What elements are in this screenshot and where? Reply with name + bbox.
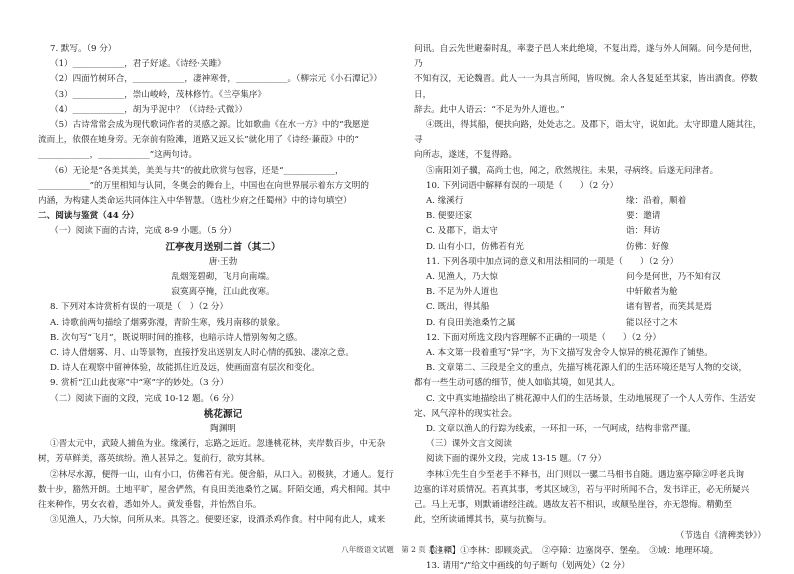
option-row	[414, 209, 766, 224]
text-line: 己。马上无事，则默诵诸经注疏。遇故友若不相识，或颠坠崖谷，亦无怨悔。精勤至	[414, 500, 732, 511]
option-row	[414, 194, 766, 209]
text-line: ③见渔人，乃大惊，问所从来。具答之。便要还家，设酒杀鸡作食。村中闻有此人，咸来	[50, 515, 386, 526]
text-line: B. 文章第二、三段是全文的重点，先描写桃花源人们的生活环境还是写人物的交谈，	[426, 363, 748, 374]
text-line: 7. 默写。（9 分）	[50, 44, 117, 54]
text-line: 阅读下面的课外文段，完成 13-15 题。（7 分）	[426, 454, 607, 465]
left-column	[38, 42, 408, 529]
option-word: D. 有良田美池桑竹之属	[426, 317, 516, 328]
text-line: ⑤南阳刘子骥，高尚士也，闻之，欣然规往。未果，寻病终。后遂无问津者。	[426, 165, 719, 176]
option-meaning: 能以径寸之木	[626, 317, 678, 328]
option-row	[414, 270, 766, 285]
option-row	[414, 240, 766, 255]
text-line: 流而上，依偎在她身旁。无奈前有险滩，道路又远又长”就化用了《诗经·蒹葭》中的“	[38, 135, 359, 146]
text-line: 都有一些生动可感的细节，使人如临其境，如见其人。	[414, 378, 621, 389]
text-line: 寂寞离亭掩，江山此夜寒。	[171, 287, 275, 298]
text-line: （2）四面竹树环合，____________，凄神寒骨，____________。（柳宗元《小石潭记》）	[50, 74, 383, 85]
text-line: ____________，____________”这两句诗。	[38, 150, 198, 161]
text-line: （4）____________，胡为乎泥中？（《诗经·式微》）	[50, 104, 248, 115]
right-column	[414, 42, 766, 574]
option-row	[414, 300, 766, 315]
text-line: D. 诗人在观察中留神体验，故能抓住近及远，使画面富有层次和变化。	[50, 363, 320, 374]
option-row	[414, 285, 766, 300]
text-line: 8. 下列对本诗赏析有误的一项是（ ）（2 分）	[50, 302, 229, 313]
text-line: 辞去。此中人语云：“不足为外人道也。”	[414, 104, 565, 115]
option-word: A. 缘溪行	[426, 196, 464, 207]
option-meaning: 中轩敞者为舱	[626, 287, 678, 298]
text-line: 树，芳草鲜美，落英缤纷。渔人甚异之。复前行，欲穷其林。	[38, 454, 271, 465]
option-row	[414, 224, 766, 239]
page-footer: 八年级语文试题 第 2 页 共 4 页	[341, 545, 453, 554]
text-line: （3）____________，崇山峻岭，茂林修竹。《兰亭集序》	[50, 89, 267, 100]
text-line: 边塞的详对质情况。若真其事，考其区域③，若与平时所闻不合，发书详正，必无所疑兴	[414, 484, 750, 495]
text-line: 往来种作，男女衣着，悉如外人。黄发垂髫，并怡然自乐。	[38, 500, 262, 511]
text-line: 此，空所读诵博其书，莫与抗衡与。	[414, 515, 552, 526]
text-line: 桃花源记	[203, 408, 243, 420]
option-meaning: 诣：拜访	[626, 226, 661, 237]
text-line: （1）____________，君子好逑。《诗经·关雎》	[50, 59, 226, 70]
text-line: 【注释】①李林：即顾炎武。 ②亭障：边塞岗亭、堡垒。 ③域：地理环境。	[426, 545, 719, 556]
text-line: 李林①先生自少至老手不释书，出门则以一骡二马相书自随。遇边塞亭障②呼老兵询	[426, 469, 744, 480]
option-meaning: 问今是何世，乃不知有汉	[626, 272, 721, 283]
text-line: 12. 下面对所选文段内容理解不正确的一项是（ ）（2 分）	[426, 332, 662, 343]
text-line: （节选自《清稗类钞》）	[675, 530, 766, 541]
text-line: ②林尽水源，便得一山，山有小口，仿佛若有光。便舍船，从口入。初极狭，才通人。复行	[50, 469, 394, 480]
option-meaning: 仿佛：好像	[626, 241, 669, 252]
option-word: B. 不足为外人道也	[426, 287, 498, 298]
text-line: 9. 赏析“江山此夜寒”中“寒”字的妙处。（3 分）	[50, 378, 229, 389]
text-line: ④既出，得其船，便扶向路，处处志之。及郡下，诣太守，说如此。太守即遣人随其往，寻	[414, 120, 762, 146]
text-line: 11. 下列各项中加点词的意义和用法相同的一项是（ ）（2 分）	[426, 256, 679, 267]
text-line: 向所志，遂迷，不复得路。	[414, 150, 518, 161]
option-word: A. 见渔人，乃大惊	[426, 272, 498, 283]
text-line: （三）课外文言文阅读	[426, 439, 512, 450]
text-line: 乱烟笼碧砌，飞月向南端。	[171, 272, 275, 283]
option-meaning: 诸有智者，而笑其是焉	[626, 302, 712, 313]
option-word: B. 便要还家	[426, 211, 473, 222]
option-meaning: 缘：沿着，顺着	[626, 196, 687, 207]
text-line: 二、阅读与鉴赏（44 分）	[38, 211, 139, 222]
text-line: 数十步，豁然开朗。土地平旷，屋舍俨然，有良田美池桑竹之属。阡陌交通，鸡犬相闻。其中	[38, 484, 391, 495]
text-line: D. 文章以渔人的行踪为线索，一环扣一环，一气呵成，结构非常严谨。	[426, 424, 696, 435]
text-line: 问讯。自云先世避秦时乱，率妻子邑人来此绝境，不复出焉，遂与外人间隔。问今是何世，乃	[414, 44, 758, 70]
text-line: （5）古诗常常会成为现代歌词作者的灵感之源。比如歌曲《在水一方》中的“我愿逆	[50, 120, 370, 131]
text-line: 13. 请用“/”给文中画线的句子断句（划两处）（2 分）	[426, 560, 630, 571]
text-line: （一）阅读下面的古诗，完成 8-9 小题。（5 分）	[50, 226, 237, 237]
text-line: 定、风气淳朴的现实社会。	[414, 408, 518, 419]
option-word: C. 及郡下，诣太守	[426, 226, 498, 237]
text-line: C. 诗人借烟雾、月、山等景物，直接抒发出送别友人时心情的孤独、凄凉之意。	[50, 348, 354, 359]
text-line: 内涵，为构建人类命运共同体注入中华智慧。（选杜少府之任蜀州》中的诗句填空）	[38, 196, 352, 207]
text-line: C. 文中真实地描绘出了桃花源中人们的生活场景，生动地展现了一个人人劳作、生活安	[426, 393, 756, 404]
text-line: 唐·王勃	[208, 256, 238, 267]
text-line: ①晋太元中，武陵人捕鱼为业。缘溪行，忘路之远近。忽逢桃花林，夹岸数百步，中无杂	[50, 439, 386, 450]
option-row	[414, 316, 766, 331]
text-line: 不知有汉，无论魏晋。此人一一为具言所闻，皆叹惋。余人各复延至其家，皆出酒食。停数日，	[414, 74, 758, 100]
text-line: 陶渊明	[210, 424, 236, 435]
text-line: ____________”的万里相知与认同，冬奥会的舞台上，中国也在向世界展示着东方文明的	[38, 180, 369, 191]
text-line: 10. 下列词语中解释有误的一项是（ ）（2 分）	[426, 180, 619, 191]
option-word: D. 山有小口，仿佛若有光	[426, 241, 524, 252]
option-word: C. 既出，得其船	[426, 302, 490, 313]
option-meaning: 要：邀请	[626, 211, 661, 222]
text-line: 江亭夜月送别二首（其二）	[165, 241, 281, 253]
text-line: （二）阅读下面的文段，完成 10-12 题。（6 分）	[50, 393, 239, 404]
text-line: （6）无论是“各美其美，美美与共”的彼此欣赏与包容，还是“____________，	[50, 165, 344, 176]
text-line: A. 诗歌前两句描绘了烟雾弥漫，青阶生寒，残月南移的景象。	[50, 317, 286, 328]
text-line: A. 本文第一段着重写“异”字，为下文描写发舍令人惊异的桃花源作了铺垫。	[426, 348, 713, 359]
text-line: B. 次句写“飞月”，既说明时间的推移，也暗示诗人惜别匆匆之感。	[50, 332, 303, 343]
